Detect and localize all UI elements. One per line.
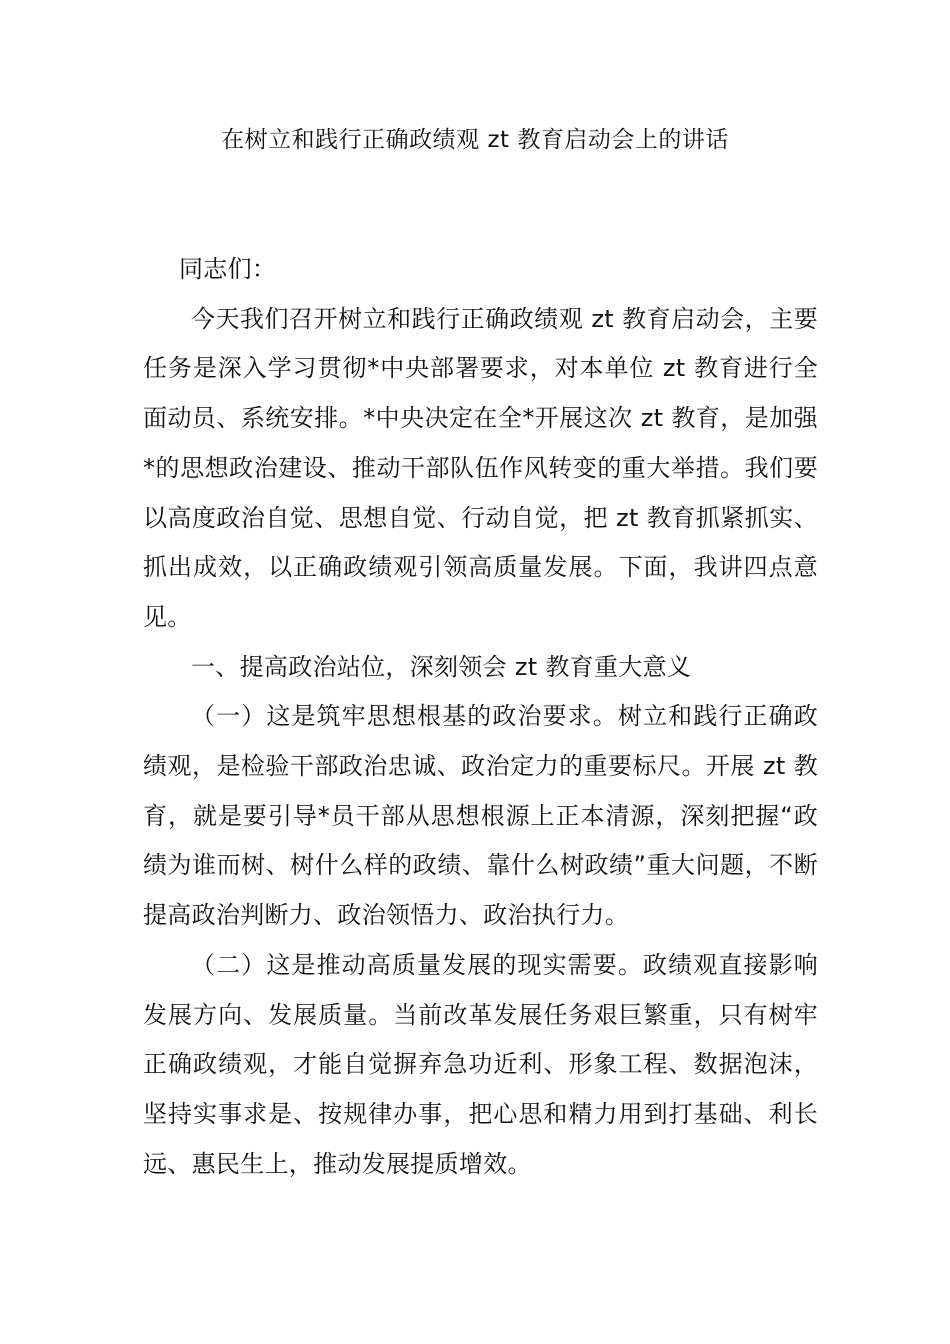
document-title: 在树立和践行正确政绩观 zt 教育启动会上的讲话 (221, 127, 729, 153)
section-heading-1: 一、提高政治站位，深刻领会 zt 教育重大意义 (191, 652, 692, 681)
paragraph-point-1: （一）这是筑牢思想根基的政治要求。树立和践行正确政绩观，是检验干部政治忠诚、政治定力的重要标尺。开展 zt 教育，就是要引导*员干部从思想根源上正本清源，深刻把握“政绩为谁而树、树什么样的政绩、靠什么树政绩”重大问题，不断提高政治判断力、政治领悟力、政治执行力。 (143, 702, 818, 930)
salutation: 同志们： (179, 255, 277, 283)
paragraph-point-2: （二）这是推动高质量发展的现实需要。政绩观直接影响发展方向、发展质量。当前改革发展任务艰巨繁重，只有树牢正确政绩观，才能自觉摒弃急功近利、形象工程、数据泡沫，坚持实事求是、按规律办事，把心思和精力用到打基础、利长远、惠民生上，推动发展提质增效。 (143, 950, 818, 1178)
document-body (143, 245, 818, 1189)
paragraph-intro: 今天我们召开树立和践行正确政绩观 zt 教育启动会，主要任务是深入学习贯彻*中央部署要求，对本单位 zt 教育进行全面动员、系统安排。*中央决定在全*开展这次 zt 教育，是加强*的思想政治建设、推动干部队伍作风转变的重大举措。我们要以高度政治自觉、思想自觉、行动自觉，把 zt 教育抓紧抓实、抓出成效，以正确政绩观引领高质量发展。下面，我讲四点意见。 (143, 304, 818, 631)
